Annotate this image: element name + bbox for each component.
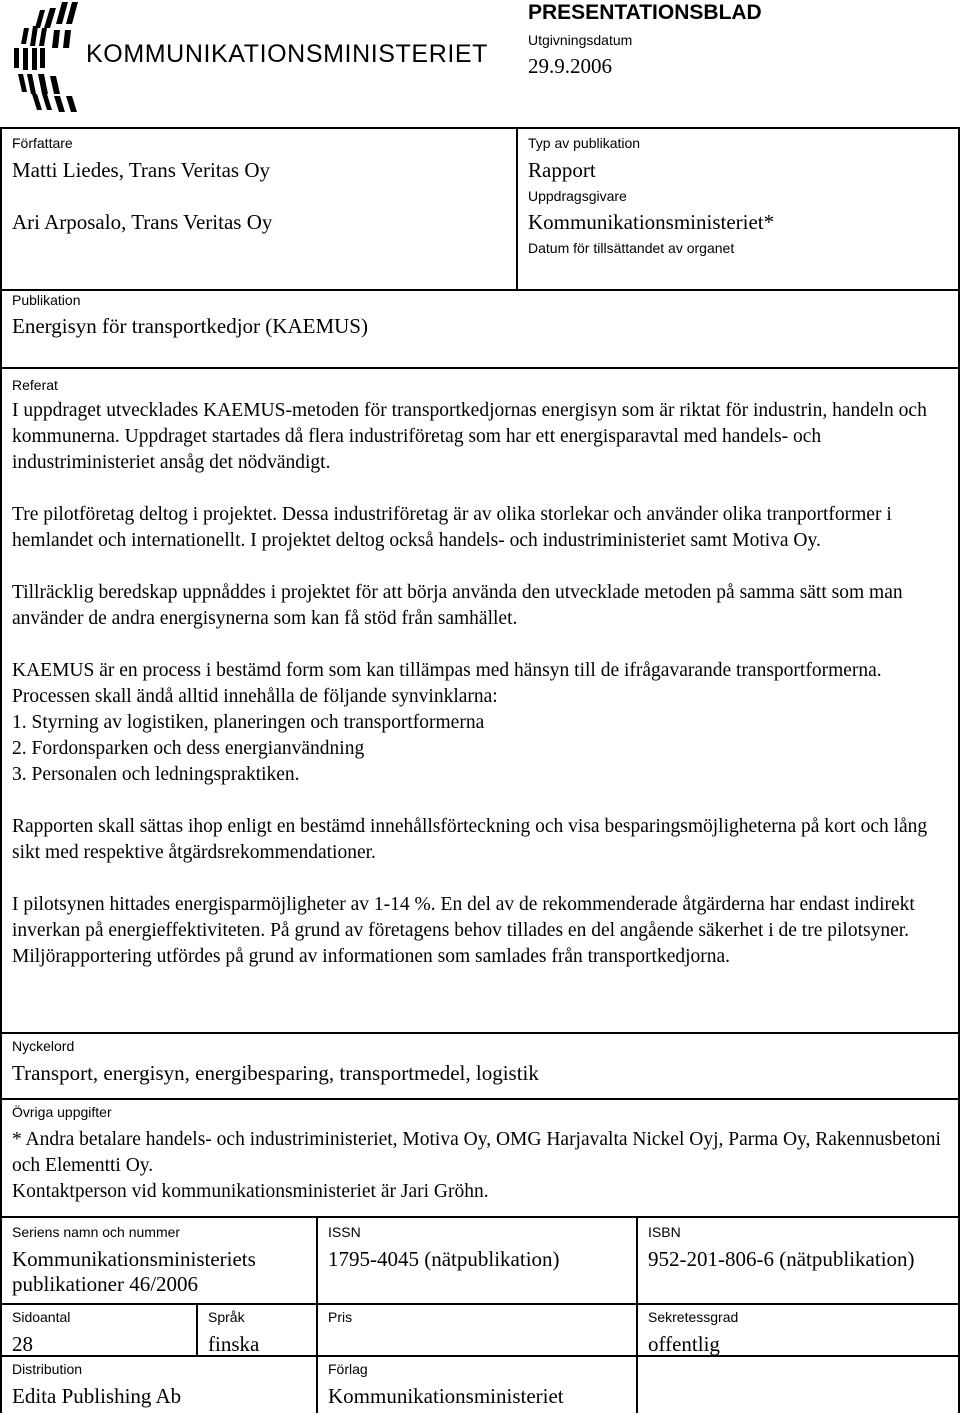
keywords-value: Transport, energisyn, energibesparing, transportmedel, logistik xyxy=(12,1061,539,1085)
publication-title: Energisyn för transportkedjor (KAEMUS) xyxy=(12,314,368,338)
series-value-line2: publikationer 46/2006 xyxy=(12,1272,199,1296)
divider-line xyxy=(0,1303,960,1305)
abstract-paragraph: Tre pilotföretag deltog i projektet. Dessa industriföretag är av olika storlekar och använder olika tranportformer i hemlandet och internationellt. I projektet deltog också handels- och industriministeriet samt Motiva Oy. xyxy=(12,504,892,551)
divider-line xyxy=(636,1216,638,1413)
abstract-paragraph: Rapporten skall sättas ihop enligt en bestämd innehållsförteckning och visa besparingsmöjligheterna på kort och lång sikt med respektive åtgärdsrekommendationer. xyxy=(12,816,928,863)
divider-line xyxy=(0,1216,960,1218)
price-label: Pris xyxy=(328,1309,353,1325)
divider-line xyxy=(316,1216,318,1413)
authors-label: Författare xyxy=(12,135,73,151)
publication-date-label: Utgivningsdatum xyxy=(528,32,633,48)
ministry-logo-mark xyxy=(10,2,82,112)
author-name: Matti Liedes, Trans Veritas Oy xyxy=(12,158,271,182)
divider-line xyxy=(0,289,960,291)
issn-label: ISSN xyxy=(328,1224,361,1240)
abstract-label: Referat xyxy=(12,377,58,393)
abstract-paragraph: KAEMUS är en process i bestämd form som kan tillämpas med hänsyn till de ifrågavarande transportformerna. Processen skall ändå alltid innehålla de följande synvinklarna: xyxy=(12,660,882,707)
pages-label: Sidoantal xyxy=(12,1309,71,1325)
author-name: Ari Arposalo, Trans Veritas Oy xyxy=(12,210,273,234)
divider-line xyxy=(196,1303,198,1356)
abstract-body xyxy=(12,398,952,970)
list-item: 3. Personalen och ledningspraktiken. xyxy=(12,764,300,785)
commissioner-value: Kommunikationsministeriet* xyxy=(528,210,775,234)
publication-date: 29.9.2006 xyxy=(528,54,612,78)
document-type-title: PRESENTATIONSBLAD xyxy=(528,1,762,24)
pages-value: 28 xyxy=(12,1332,33,1356)
divider-line xyxy=(0,1032,960,1034)
divider-line xyxy=(0,1355,960,1357)
classification-value: offentlig xyxy=(648,1332,720,1356)
other-info-body xyxy=(12,1127,952,1205)
ministry-name: KOMMUNIKATIONSMINISTERIET xyxy=(86,40,489,68)
language-value: finska xyxy=(208,1332,260,1356)
publication-type-value: Rapport xyxy=(528,158,596,182)
keywords-label: Nyckelord xyxy=(12,1038,75,1054)
abstract-paragraph: Tillräcklig beredskap uppnåddes i projektet för att börja använda den utvecklade metoden på samma sätt som man använder de andra energisynerna som kan få stöd från samhället. xyxy=(12,582,903,629)
issn-value: 1795-4045 (nätpublikation) xyxy=(328,1247,560,1271)
abstract-paragraph: I uppdraget utvecklades KAEMUS-metoden för transportkedjornas energisyn som är riktat för industrin, handeln och kommunerna. Uppdraget startades då flera industriföretag som har ett energisparavtal med handels- och industriministeriet ansåg det nödvändigt. xyxy=(12,400,927,473)
abstract-paragraph: I pilotsynen hittades energisparmöjligheter av 1-14 %. En del av de rekommenderade åtgärderna har endast indirekt inverkan på energieffektiviteten. På grund av företagens behov tillades en del angående säkerhet i de tre pilotsyner. Miljörapportering utfördes på grund av informationen som samlades från transportkedjorna. xyxy=(12,894,915,967)
list-item: 1. Styrning av logistiken, planeringen och transportformerna xyxy=(12,712,485,733)
divider-line xyxy=(516,127,518,290)
language-label: Språk xyxy=(208,1309,245,1325)
abstract-list xyxy=(12,710,952,788)
distribution-label: Distribution xyxy=(12,1361,83,1377)
publisher-label: Förlag xyxy=(328,1361,368,1377)
commissioner-label: Uppdragsgivare xyxy=(528,188,627,204)
publication-label: Publikation xyxy=(12,292,81,308)
divider-line xyxy=(0,1098,960,1100)
series-label: Seriens namn och nummer xyxy=(12,1224,181,1240)
other-info-line: Kontaktperson vid kommunikationsministeriet är Jari Gröhn. xyxy=(12,1181,489,1202)
publisher-value: Kommunikationsministeriet xyxy=(328,1384,564,1408)
distribution-value: Edita Publishing Ab xyxy=(12,1384,182,1408)
series-value-line1: Kommunikationsministeriets xyxy=(12,1247,256,1271)
classification-label: Sekretessgrad xyxy=(648,1309,739,1325)
frame-left-edge xyxy=(0,127,2,1413)
list-item: 2. Fordonsparken och dess energianvändning xyxy=(12,738,365,759)
isbn-value: 952-201-806-6 (nätpublikation) xyxy=(648,1247,915,1271)
publication-type-label: Typ av publikation xyxy=(528,135,641,151)
appointment-date-label: Datum för tillsättandet av organet xyxy=(528,240,735,256)
divider-line xyxy=(0,367,960,369)
other-info-label: Övriga uppgifter xyxy=(12,1104,112,1120)
isbn-label: ISBN xyxy=(648,1224,681,1240)
divider-line xyxy=(0,127,960,129)
other-info-line: * Andra betalare handels- och industriministeriet, Motiva Oy, OMG Harjavalta Nickel Oyj, Parma Oy, Rakennusbetoni och Elementti Oy. xyxy=(12,1129,941,1176)
